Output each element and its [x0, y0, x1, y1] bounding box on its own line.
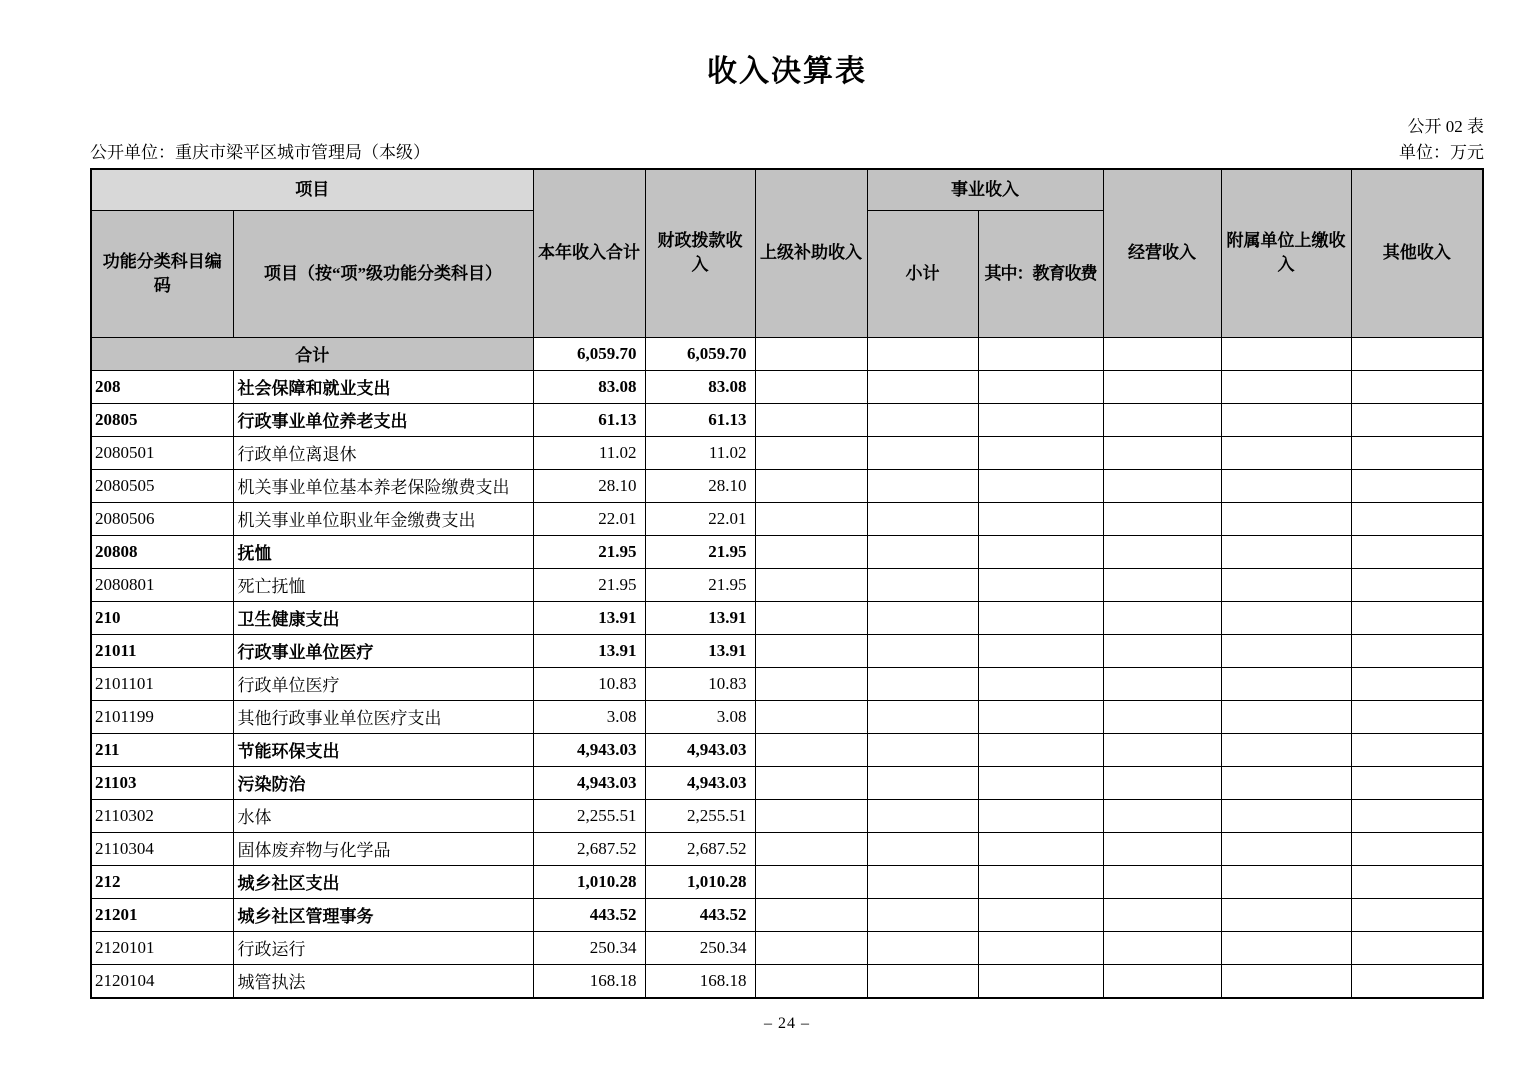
cell-function-code: 212: [91, 865, 233, 898]
cell-business-subtotal: [867, 370, 978, 403]
cell-function-code: 2101199: [91, 700, 233, 733]
cell-superior: [755, 535, 867, 568]
cell-other: [1351, 370, 1483, 403]
cell-fiscal: 22.01: [645, 502, 755, 535]
table-row: [91, 865, 1483, 898]
cell-other: [1351, 799, 1483, 832]
cell-business-subtotal: [867, 766, 978, 799]
cell-function-code: 21103: [91, 766, 233, 799]
cell-business-subtotal: [867, 502, 978, 535]
cell-annual-total: 21.95: [533, 568, 645, 601]
cell-operating: [1103, 931, 1221, 964]
cell-fiscal: 168.18: [645, 964, 755, 998]
cell-item-name: 节能环保支出: [233, 733, 533, 766]
cell-other: [1351, 766, 1483, 799]
cell-business-subtotal: [867, 568, 978, 601]
cell-affiliated: [1221, 667, 1351, 700]
cell-other: [1351, 502, 1483, 535]
cell-affiliated: [1221, 931, 1351, 964]
cell-annual-total: 21.95: [533, 535, 645, 568]
cell-item-name: 行政单位医疗: [233, 667, 533, 700]
meta-row: [90, 142, 1484, 164]
header-item-group: 项目: [91, 169, 533, 210]
cell-other: [1351, 667, 1483, 700]
cell-affiliated: [1221, 403, 1351, 436]
cell-business-subtotal: [867, 667, 978, 700]
cell-function-code: 2101101: [91, 667, 233, 700]
cell-annual-total: 168.18: [533, 964, 645, 998]
cell-affiliated: [1221, 469, 1351, 502]
header-business-income-group: 事业收入: [867, 169, 1103, 210]
cell-other: [1351, 700, 1483, 733]
cell-other: [1351, 469, 1483, 502]
table-row: [91, 568, 1483, 601]
cell-annual-total: 28.10: [533, 469, 645, 502]
cell-business-subtotal: [867, 634, 978, 667]
cell-operating: [1103, 403, 1221, 436]
cell-other: [1351, 601, 1483, 634]
cell-affiliated: [1221, 766, 1351, 799]
cell-superior: [755, 370, 867, 403]
cell-operating: [1103, 568, 1221, 601]
cell-affiliated: [1221, 865, 1351, 898]
cell-fiscal: 13.91: [645, 601, 755, 634]
revenue-table: [90, 168, 1484, 999]
cell-superior: [755, 436, 867, 469]
header-other-income: 其他收入: [1351, 169, 1483, 337]
cell-affiliated: [1221, 964, 1351, 998]
cell-superior: [755, 964, 867, 998]
cell-annual-total: 1,010.28: [533, 865, 645, 898]
cell-superior: [755, 601, 867, 634]
header-function-code: 功能分类科目编码: [91, 210, 233, 337]
table-row: [91, 337, 1483, 370]
cell-annual-total: 2,687.52: [533, 832, 645, 865]
cell-function-code: 210: [91, 601, 233, 634]
cell-affiliated: [1221, 700, 1351, 733]
cell-business-subtotal: [867, 865, 978, 898]
cell-business-subtotal: [867, 898, 978, 931]
header-operating-income: 经营收入: [1103, 169, 1221, 337]
cell-business-education: [978, 964, 1103, 998]
cell-business-education: [978, 634, 1103, 667]
header-row-1: [91, 169, 1483, 210]
cell-operating: [1103, 667, 1221, 700]
cell-function-code: 2120104: [91, 964, 233, 998]
cell-other: [1351, 898, 1483, 931]
table-header: [91, 169, 1483, 337]
cell-annual-total: 11.02: [533, 436, 645, 469]
cell-business-education: [978, 766, 1103, 799]
cell-superior: [755, 832, 867, 865]
doc-code-label: 公开 02 表: [1407, 117, 1484, 136]
cell-operating: [1103, 436, 1221, 469]
cell-item-name: 污染防治: [233, 766, 533, 799]
table-row: [91, 700, 1483, 733]
cell-annual-total: 250.34: [533, 931, 645, 964]
cell-other: [1351, 931, 1483, 964]
table-row: [91, 898, 1483, 931]
cell-superior: [755, 502, 867, 535]
cell-other: [1351, 568, 1483, 601]
cell-superior: [755, 403, 867, 436]
table-row: [91, 832, 1483, 865]
table-row: [91, 667, 1483, 700]
table-row: [91, 436, 1483, 469]
cell-business-education: [978, 799, 1103, 832]
cell-business-education: [978, 601, 1103, 634]
cell-business-education: [978, 370, 1103, 403]
page-number: – 24 –: [764, 1014, 810, 1032]
cell-business-education: [978, 733, 1103, 766]
cell-business-subtotal: [867, 436, 978, 469]
cell-business-subtotal: [867, 601, 978, 634]
cell-superior: [755, 634, 867, 667]
cell-annual-total: 22.01: [533, 502, 645, 535]
cell-annual-total: 10.83: [533, 667, 645, 700]
cell-business-subtotal: [867, 832, 978, 865]
cell-business-education: [978, 535, 1103, 568]
cell-superior: [755, 865, 867, 898]
table-row: [91, 799, 1483, 832]
document-page: [90, 52, 1484, 1033]
cell-business-subtotal: [867, 964, 978, 998]
cell-business-subtotal: [867, 535, 978, 568]
cell-fiscal: 2,255.51: [645, 799, 755, 832]
cell-other: [1351, 733, 1483, 766]
table-body: [91, 337, 1483, 998]
header-item-name: 项目（按“项”级功能分类科目）: [233, 210, 533, 337]
cell-item-name: 社会保障和就业支出: [233, 370, 533, 403]
cell-other: [1351, 337, 1483, 370]
cell-operating: [1103, 634, 1221, 667]
cell-affiliated: [1221, 601, 1351, 634]
cell-other: [1351, 832, 1483, 865]
cell-superior: [755, 931, 867, 964]
header-superior-subsidy: 上级补助收入: [755, 169, 867, 337]
cell-other: [1351, 964, 1483, 998]
cell-function-code: 211: [91, 733, 233, 766]
table-row: [91, 733, 1483, 766]
cell-annual-total: 13.91: [533, 601, 645, 634]
cell-affiliated: [1221, 535, 1351, 568]
cell-operating: [1103, 535, 1221, 568]
table-row: [91, 370, 1483, 403]
cell-fiscal: 10.83: [645, 667, 755, 700]
cell-business-subtotal: [867, 733, 978, 766]
cell-operating: [1103, 865, 1221, 898]
cell-superior: [755, 667, 867, 700]
cell-fiscal: 2,687.52: [645, 832, 755, 865]
cell-affiliated: [1221, 898, 1351, 931]
cell-affiliated: [1221, 832, 1351, 865]
cell-business-education: [978, 469, 1103, 502]
cell-other: [1351, 403, 1483, 436]
cell-function-code: 2110304: [91, 832, 233, 865]
cell-affiliated: [1221, 337, 1351, 370]
cell-fiscal: 4,943.03: [645, 766, 755, 799]
cell-superior: [755, 469, 867, 502]
cell-fiscal: 28.10: [645, 469, 755, 502]
org-label: 公开单位：重庆市梁平区城市管理局（本级）: [90, 143, 430, 162]
cell-business-subtotal: [867, 337, 978, 370]
cell-operating: [1103, 832, 1221, 865]
cell-function-code: 21201: [91, 898, 233, 931]
cell-other: [1351, 436, 1483, 469]
cell-business-education: [978, 436, 1103, 469]
table-row: [91, 634, 1483, 667]
cell-annual-total: 4,943.03: [533, 733, 645, 766]
cell-item-name: 行政单位离退休: [233, 436, 533, 469]
cell-annual-total: 3.08: [533, 700, 645, 733]
cell-operating: [1103, 601, 1221, 634]
page-title: 收入决算表: [707, 55, 867, 88]
cell-business-education: [978, 568, 1103, 601]
cell-annual-total: 6,059.70: [533, 337, 645, 370]
cell-function-code: 21011: [91, 634, 233, 667]
header-business-education: 其中：教育收费: [978, 210, 1103, 337]
cell-operating: [1103, 964, 1221, 998]
cell-operating: [1103, 370, 1221, 403]
unit-label: 单位：万元: [1399, 143, 1484, 162]
cell-business-subtotal: [867, 799, 978, 832]
cell-business-education: [978, 700, 1103, 733]
cell-function-code: 20805: [91, 403, 233, 436]
header-affiliated-income: 附属单位上缴收入: [1221, 169, 1351, 337]
cell-item-name: 水体: [233, 799, 533, 832]
cell-fiscal: 21.95: [645, 568, 755, 601]
cell-fiscal: 11.02: [645, 436, 755, 469]
cell-fiscal: 3.08: [645, 700, 755, 733]
cell-superior: [755, 766, 867, 799]
cell-item-name: 机关事业单位职业年金缴费支出: [233, 502, 533, 535]
cell-item-name: 卫生健康支出: [233, 601, 533, 634]
cell-annual-total: 13.91: [533, 634, 645, 667]
cell-item-name: 行政事业单位养老支出: [233, 403, 533, 436]
cell-affiliated: [1221, 799, 1351, 832]
cell-business-subtotal: [867, 403, 978, 436]
cell-annual-total: 4,943.03: [533, 766, 645, 799]
cell-operating: [1103, 337, 1221, 370]
cell-affiliated: [1221, 733, 1351, 766]
cell-business-subtotal: [867, 700, 978, 733]
table-row: [91, 766, 1483, 799]
cell-item-name: 城乡社区管理事务: [233, 898, 533, 931]
cell-item-name: 城乡社区支出: [233, 865, 533, 898]
header-business-subtotal: 小计: [867, 210, 978, 337]
cell-total-label: 合计: [91, 337, 533, 370]
cell-annual-total: 83.08: [533, 370, 645, 403]
cell-operating: [1103, 469, 1221, 502]
cell-item-name: 行政运行: [233, 931, 533, 964]
cell-other: [1351, 865, 1483, 898]
cell-affiliated: [1221, 436, 1351, 469]
cell-function-code: 2120101: [91, 931, 233, 964]
cell-business-education: [978, 502, 1103, 535]
cell-fiscal: 83.08: [645, 370, 755, 403]
cell-business-education: [978, 865, 1103, 898]
cell-business-education: [978, 337, 1103, 370]
cell-item-name: 死亡抚恤: [233, 568, 533, 601]
cell-affiliated: [1221, 502, 1351, 535]
cell-other: [1351, 535, 1483, 568]
header-annual-total: 本年收入合计: [533, 169, 645, 337]
cell-business-subtotal: [867, 931, 978, 964]
cell-fiscal: 443.52: [645, 898, 755, 931]
cell-business-education: [978, 403, 1103, 436]
cell-item-name: 其他行政事业单位医疗支出: [233, 700, 533, 733]
cell-fiscal: 61.13: [645, 403, 755, 436]
table-row: [91, 469, 1483, 502]
cell-annual-total: 61.13: [533, 403, 645, 436]
cell-superior: [755, 733, 867, 766]
cell-other: [1351, 634, 1483, 667]
cell-superior: [755, 337, 867, 370]
cell-business-education: [978, 667, 1103, 700]
cell-fiscal: 250.34: [645, 931, 755, 964]
cell-operating: [1103, 898, 1221, 931]
cell-business-education: [978, 898, 1103, 931]
cell-operating: [1103, 733, 1221, 766]
cell-affiliated: [1221, 370, 1351, 403]
cell-fiscal: 4,943.03: [645, 733, 755, 766]
table-row: [91, 601, 1483, 634]
cell-item-name: 抚恤: [233, 535, 533, 568]
cell-item-name: 机关事业单位基本养老保险缴费支出: [233, 469, 533, 502]
cell-business-education: [978, 931, 1103, 964]
table-row: [91, 931, 1483, 964]
cell-affiliated: [1221, 634, 1351, 667]
cell-function-code: 20808: [91, 535, 233, 568]
cell-function-code: 2110302: [91, 799, 233, 832]
cell-function-code: 2080501: [91, 436, 233, 469]
cell-annual-total: 443.52: [533, 898, 645, 931]
cell-item-name: 固体废弃物与化学品: [233, 832, 533, 865]
cell-fiscal: 6,059.70: [645, 337, 755, 370]
cell-operating: [1103, 799, 1221, 832]
cell-operating: [1103, 766, 1221, 799]
cell-operating: [1103, 502, 1221, 535]
cell-function-code: 208: [91, 370, 233, 403]
cell-superior: [755, 898, 867, 931]
cell-fiscal: 21.95: [645, 535, 755, 568]
cell-function-code: 2080801: [91, 568, 233, 601]
cell-function-code: 2080506: [91, 502, 233, 535]
cell-business-subtotal: [867, 469, 978, 502]
cell-annual-total: 2,255.51: [533, 799, 645, 832]
cell-function-code: 2080505: [91, 469, 233, 502]
cell-fiscal: 13.91: [645, 634, 755, 667]
cell-fiscal: 1,010.28: [645, 865, 755, 898]
cell-item-name: 行政事业单位医疗: [233, 634, 533, 667]
header-fiscal-income: 财政拨款收入: [645, 169, 755, 337]
cell-superior: [755, 799, 867, 832]
cell-superior: [755, 700, 867, 733]
cell-item-name: 城管执法: [233, 964, 533, 998]
cell-operating: [1103, 700, 1221, 733]
cell-affiliated: [1221, 568, 1351, 601]
table-row: [91, 502, 1483, 535]
table-row: [91, 535, 1483, 568]
cell-superior: [755, 568, 867, 601]
cell-business-education: [978, 832, 1103, 865]
table-row: [91, 403, 1483, 436]
table-row: [91, 964, 1483, 998]
